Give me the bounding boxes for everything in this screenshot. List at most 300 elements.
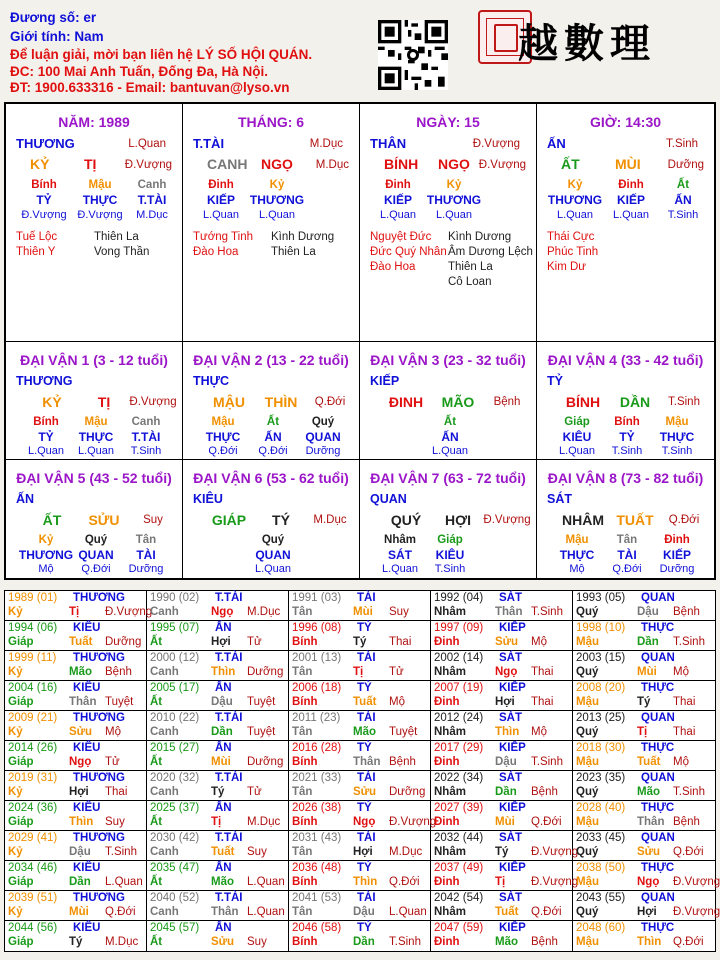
- year-god: QUAN: [641, 652, 675, 664]
- year-label: 2041 (53): [292, 892, 342, 904]
- year-god: TÀI: [357, 652, 376, 664]
- year-stage: Đ.Vượng: [531, 846, 579, 858]
- year-cell: [431, 711, 573, 741]
- dai-van-stem: MẬU: [213, 394, 245, 410]
- star-left: Thiên Y: [16, 246, 56, 258]
- dv-hidden-stem: Quý: [311, 416, 335, 428]
- star-right: Thiên La: [271, 246, 316, 258]
- star-right: Thiên La: [94, 231, 139, 243]
- year-cell: [573, 801, 715, 831]
- year-stem: Mậu: [576, 816, 599, 828]
- year-god: KIẾP: [499, 922, 526, 934]
- year-label: 2026 (38): [292, 802, 342, 814]
- year-label: 2006 (18): [292, 682, 342, 694]
- pillar-cell: [360, 104, 537, 342]
- year-cell: [573, 771, 715, 801]
- year-branch: Tý: [353, 636, 367, 648]
- year-stage: Bệnh: [105, 666, 132, 678]
- dai-van-branch: TỊ: [97, 394, 111, 410]
- year-label: 2019 (31): [8, 772, 58, 784]
- year-stem: Nhâm: [434, 606, 466, 618]
- year-stem: Nhâm: [434, 846, 466, 858]
- year-branch: Thân: [637, 816, 665, 828]
- contact-line-2: ĐC: 100 Mai Anh Tuấn, Đống Đa, Hà Nội.: [10, 63, 269, 79]
- year-label: 2011 (23): [292, 712, 341, 724]
- year-branch: Tị: [637, 726, 648, 738]
- dv-hidden-stage: Dưỡng: [128, 563, 164, 575]
- year-god: THỰC: [641, 922, 675, 934]
- year-stem: Kỷ: [8, 606, 23, 618]
- year-god: QUAN: [641, 592, 675, 604]
- year-stem: Giáp: [8, 756, 34, 768]
- year-god: ẤN: [215, 862, 232, 874]
- dv-hidden-stem: Kỷ: [38, 534, 54, 546]
- year-cell: [5, 741, 147, 771]
- dv-hidden-stem: Tân: [616, 534, 638, 546]
- year-label: 1991 (03): [292, 592, 342, 604]
- dai-van-cell: [183, 460, 360, 578]
- dai-van-branch: TUẤT: [616, 512, 654, 528]
- dv-hidden-god: KIÊU: [562, 430, 592, 444]
- year-branch: Thìn: [637, 936, 662, 948]
- dv-hidden-god: TÀI: [136, 548, 156, 562]
- hidden-stage: L.Quan: [202, 209, 240, 221]
- year-stem: Quý: [576, 906, 599, 918]
- year-stage: Mộ: [673, 666, 689, 678]
- star-left: Tuế Lộc: [16, 231, 58, 243]
- dv-hidden-stage: L.Quan: [27, 445, 65, 457]
- year-label: 2016 (28): [292, 742, 342, 754]
- year-stem: Đinh: [434, 936, 460, 948]
- year-branch: Tuất: [69, 636, 93, 648]
- year-label: 1999 (11): [8, 652, 57, 664]
- year-stem: Canh: [150, 786, 179, 798]
- hidden-god: THƯƠNG: [249, 193, 305, 207]
- year-god: KIÊU: [73, 742, 101, 754]
- year-stem: Ất: [150, 876, 163, 888]
- year-god: KIÊU: [73, 922, 101, 934]
- year-god: THỰC: [641, 682, 675, 694]
- dv-hidden-god: ẤN: [441, 430, 459, 444]
- year-branch: Hợi: [637, 906, 657, 918]
- year-stem: Tân: [292, 906, 313, 918]
- dai-van-stage: Bệnh: [493, 396, 521, 408]
- dai-van-cell: [360, 342, 537, 460]
- year-label: 1990 (02): [150, 592, 200, 604]
- header-info: [10, 10, 370, 97]
- year-god: TÀI: [357, 712, 376, 724]
- year-stage: M.Dục: [105, 936, 139, 948]
- year-label: 2029 (41): [8, 832, 58, 844]
- year-cell: [147, 681, 289, 711]
- year-stem: Đinh: [434, 696, 460, 708]
- year-branch: Ngọ: [353, 816, 376, 828]
- hidden-stem: Đinh: [385, 179, 411, 191]
- dai-van-god: THỰC: [193, 374, 230, 388]
- contact-line-3: ĐT: 1900.633316 - Email: bantuvan@lyso.vn: [10, 80, 290, 95]
- year-label: 1998 (10): [576, 622, 626, 634]
- year-cell: [289, 591, 431, 621]
- dai-van-stage: Đ.Vượng: [129, 396, 177, 408]
- dv-hidden-stage: T.Sinh: [434, 563, 466, 575]
- year-stem: Mậu: [576, 756, 599, 768]
- year-god: QUAN: [641, 892, 675, 904]
- year-cell: [573, 861, 720, 891]
- dv-hidden-stage: L.Quan: [77, 445, 115, 457]
- year-label: 2042 (54): [434, 892, 484, 904]
- year-branch: Tuất: [495, 906, 519, 918]
- year-branch: Tý: [495, 846, 509, 858]
- year-stage: Tử: [247, 636, 262, 648]
- year-cell: [147, 801, 289, 831]
- dv-hidden-god: THƯƠNG: [18, 548, 74, 562]
- year-god: T.TÀI: [215, 772, 243, 784]
- year-stage: Bệnh: [673, 816, 700, 828]
- pillar-branch-stage: Dưỡng: [667, 159, 704, 171]
- year-stage: T.Sinh: [531, 756, 563, 768]
- hidden-stage: L.Quan: [435, 209, 473, 221]
- year-label: 1994 (06): [8, 622, 58, 634]
- year-cell: [573, 711, 715, 741]
- dv-hidden-stage: Q.Đới: [81, 563, 111, 575]
- year-cell: [5, 801, 147, 831]
- year-cell: [5, 831, 147, 861]
- hidden-stem: Canh: [137, 179, 167, 191]
- dv-hidden-stem: Mậu: [84, 416, 108, 428]
- year-god: QUAN: [641, 712, 675, 724]
- dai-van-god: QUAN: [370, 492, 407, 506]
- pillar-branch-stage: M.Dục: [315, 159, 349, 171]
- dai-van-stem: BÍNH: [565, 394, 601, 410]
- year-stem: Tân: [292, 606, 313, 618]
- year-label: 2038 (50): [576, 862, 626, 874]
- year-cell: [431, 651, 573, 681]
- dv-hidden-god: SÁT: [388, 548, 412, 562]
- year-branch: Thìn: [69, 816, 94, 828]
- dai-van-god: SÁT: [547, 492, 572, 506]
- year-cell: [5, 651, 147, 681]
- pillar-branch: NGỌ: [261, 156, 293, 172]
- dv-hidden-stage: L.Quan: [558, 445, 596, 457]
- year-stage: T.Sinh: [105, 846, 137, 858]
- dai-van-branch: MÃO: [441, 394, 475, 410]
- year-branch: Sửu: [637, 846, 661, 858]
- year-stage: Q.Đới: [105, 906, 136, 918]
- year-label: 2018 (30): [576, 742, 626, 754]
- year-stage: Bệnh: [389, 756, 416, 768]
- dv-hidden-god: T.TÀI: [131, 430, 161, 444]
- year-branch: Dậu: [637, 606, 659, 618]
- hidden-god: TỶ: [36, 193, 52, 207]
- year-branch: Dần: [211, 726, 233, 738]
- year-stem: Kỷ: [8, 846, 23, 858]
- year-god: T.TÀI: [215, 892, 243, 904]
- year-stem: Giáp: [8, 696, 34, 708]
- dai-van-branch: DẦN: [619, 394, 651, 410]
- year-branch: Tị: [211, 816, 222, 828]
- gioi-tinh-label: Giới tính:: [10, 28, 71, 44]
- year-god: ẤN: [215, 922, 232, 934]
- year-stem: Canh: [150, 726, 179, 738]
- dv-hidden-stem: Quý: [261, 534, 285, 546]
- year-label: 2035 (47): [150, 862, 200, 874]
- dai-van-stem: NHÂM: [562, 512, 604, 528]
- year-label: 2000 (12): [150, 652, 200, 664]
- year-stage: Q.Đới: [673, 846, 704, 858]
- year-stage: T.Sinh: [389, 936, 421, 948]
- dv-hidden-god: QUAN: [305, 430, 341, 444]
- dai-van-branch: SỬU: [88, 512, 120, 528]
- year-branch: Mão: [637, 786, 660, 798]
- year-branch: Hợi: [353, 846, 373, 858]
- year-stage: Dưỡng: [105, 636, 142, 648]
- star-left: Đào Hoa: [370, 261, 416, 273]
- year-branch: Hợi: [211, 636, 231, 648]
- year-branch: Tị: [353, 666, 364, 678]
- dai-van-stem: GIÁP: [211, 512, 247, 528]
- hidden-god: THƯƠNG: [426, 193, 482, 207]
- pillar-top-stage: M.Dục: [309, 138, 343, 150]
- year-stage: Thai: [673, 726, 696, 738]
- year-stem: Quý: [576, 606, 599, 618]
- year-stem: Tân: [292, 786, 313, 798]
- year-branch: Thân: [353, 756, 381, 768]
- year-stage: Tuyệt: [389, 726, 418, 738]
- year-stage: Thai: [531, 666, 554, 678]
- year-branch: Sửu: [353, 786, 377, 798]
- year-cell: [431, 891, 573, 921]
- year-cell: [289, 741, 431, 771]
- hidden-stage: L.Quan: [258, 209, 296, 221]
- year-label: 2020 (32): [150, 772, 200, 784]
- hidden-god: THỰC: [82, 193, 118, 207]
- star-right: Kình Dương: [448, 231, 512, 243]
- year-label: 2039 (51): [8, 892, 58, 904]
- year-god: SÁT: [499, 712, 522, 724]
- year-stage: L.Quan: [247, 906, 285, 918]
- year-cell: [431, 801, 573, 831]
- year-cell: [5, 681, 147, 711]
- year-label: 2017 (29): [434, 742, 484, 754]
- dv-hidden-god: ẤN: [264, 430, 282, 444]
- year-cell: [573, 651, 715, 681]
- contact-line-1: Để luận giải, mời bạn liên hệ LÝ SỐ HỘI QUÁN.: [10, 47, 313, 62]
- year-cell: [147, 861, 289, 891]
- pillar-top-god: ẤN: [547, 136, 566, 151]
- year-branch: Mão: [495, 936, 518, 948]
- year-label: 2033 (45): [576, 832, 626, 844]
- dv-hidden-stage: T.Sinh: [661, 445, 693, 457]
- pillar-cell: [183, 104, 360, 342]
- year-cell: [147, 771, 289, 801]
- dv-hidden-god: KIÊU: [435, 548, 465, 562]
- year-god: SÁT: [499, 772, 522, 784]
- dv-hidden-god: THỰC: [659, 430, 695, 444]
- year-god: TỶ: [357, 922, 372, 934]
- hidden-stem: Đinh: [618, 179, 644, 191]
- year-cell: [5, 891, 147, 921]
- year-branch: Mùi: [637, 666, 657, 678]
- year-branch: Thân: [211, 906, 239, 918]
- year-stem: Nhâm: [434, 906, 466, 918]
- dv-hidden-stage: L.Quan: [381, 563, 419, 575]
- year-god: THỰC: [641, 622, 675, 634]
- year-god: KIẾP: [499, 742, 526, 754]
- year-stage: Q.Đới: [531, 906, 562, 918]
- year-stem: Tân: [292, 726, 313, 738]
- hidden-god: ẤN: [674, 193, 692, 207]
- dai-van-god: KIẾP: [370, 374, 400, 388]
- year-god: TÀI: [357, 772, 376, 784]
- year-label: 2025 (37): [150, 802, 200, 814]
- qr-code-icon: [378, 20, 448, 90]
- dai-van-title: ĐẠI VẬN 2 (13 - 22 tuổi): [193, 352, 349, 368]
- year-stem: Quý: [576, 666, 599, 678]
- hidden-stem: Kỷ: [269, 179, 285, 191]
- year-god: TỶ: [357, 742, 372, 754]
- dv-hidden-stage: Dưỡng: [305, 445, 341, 457]
- dv-hidden-god: QUAN: [78, 548, 114, 562]
- year-cell: [147, 891, 289, 921]
- year-god: TỶ: [357, 862, 372, 874]
- dai-van-title: ĐẠI VẬN 3 (23 - 32 tuổi): [370, 352, 526, 368]
- star-left: Phúc Tinh: [547, 246, 599, 258]
- year-god: TÀI: [357, 592, 376, 604]
- dai-van-stage: Đ.Vượng: [483, 514, 531, 526]
- year-stem: Mậu: [576, 696, 599, 708]
- year-god: THƯƠNG: [73, 592, 125, 604]
- year-label: 2004 (16): [8, 682, 58, 694]
- pillar-branch: NGỌ: [438, 156, 470, 172]
- dai-van-god: ẤN: [16, 492, 35, 506]
- year-stage: Tử: [389, 666, 404, 678]
- dv-hidden-stage: Mộ: [38, 563, 54, 575]
- year-god: T.TÀI: [215, 592, 243, 604]
- dai-van-cell: [6, 460, 183, 578]
- hidden-stem: Ất: [676, 179, 690, 191]
- year-cell: [573, 681, 715, 711]
- year-god: SÁT: [499, 832, 522, 844]
- year-label: 2028 (40): [576, 802, 626, 814]
- hidden-stage: L.Quan: [556, 209, 594, 221]
- year-stem: Quý: [576, 786, 599, 798]
- dv-hidden-god: THỰC: [559, 548, 595, 562]
- dv-hidden-stem: Đinh: [664, 534, 690, 546]
- year-stage: Mộ: [389, 696, 405, 708]
- year-stage: Suy: [105, 816, 125, 828]
- star-right: Thiên La: [448, 261, 493, 273]
- hidden-stage: Đ.Vượng: [21, 209, 67, 221]
- pillar-top-god: THÂN: [370, 136, 407, 151]
- year-branch: Tuất: [353, 696, 377, 708]
- dv-hidden-god: THỰC: [205, 430, 241, 444]
- year-label: 1997 (09): [434, 622, 484, 634]
- year-cell: [5, 621, 147, 651]
- dai-van-title: ĐẠI VẬN 4 (33 - 42 tuổi): [547, 352, 704, 368]
- year-label: 2003 (15): [576, 652, 626, 664]
- star-right: Cô Loan: [448, 276, 492, 288]
- dv-hidden-stem: Mậu: [211, 416, 235, 428]
- year-label: 2023 (35): [576, 772, 626, 784]
- year-god: THƯƠNG: [73, 832, 125, 844]
- year-label: 2047 (59): [434, 922, 484, 934]
- year-label: 1992 (04): [434, 592, 484, 604]
- year-label: 1989 (01): [8, 592, 58, 604]
- dv-hidden-stage: T.Sinh: [611, 445, 643, 457]
- dai-van-cell: [537, 460, 714, 578]
- year-label: 2012 (24): [434, 712, 484, 724]
- year-branch: Tuất: [637, 756, 661, 768]
- year-cell: [5, 771, 147, 801]
- year-stage: T.Sinh: [673, 786, 705, 798]
- dv-hidden-stem: Nhâm: [384, 534, 416, 546]
- year-stem: Kỷ: [8, 666, 23, 678]
- hidden-god: THƯƠNG: [547, 193, 603, 207]
- year-cell: [147, 741, 289, 771]
- dai-van-cell: [360, 460, 537, 578]
- year-stage: Mộ: [531, 636, 547, 648]
- bazi-chart: [4, 102, 716, 580]
- year-branch: Ngọ: [211, 606, 234, 618]
- dai-van-title: ĐẠI VẬN 8 (73 - 82 tuổi): [547, 470, 704, 486]
- year-cell: [431, 621, 573, 651]
- year-label: 2034 (46): [8, 862, 58, 874]
- year-stem: Bính: [292, 636, 318, 648]
- hidden-stem: Đinh: [208, 179, 234, 191]
- year-label: 2037 (49): [434, 862, 484, 874]
- year-branch: Tý: [637, 696, 651, 708]
- year-stem: Ất: [150, 756, 163, 768]
- year-label: 1996 (08): [292, 622, 342, 634]
- pillar-stem: CANH: [207, 156, 248, 172]
- hidden-god: T.TÀI: [137, 193, 167, 207]
- year-cell: [289, 621, 431, 651]
- year-stage: Q.Đới: [673, 936, 704, 948]
- year-stem: Ất: [150, 816, 163, 828]
- dv-hidden-god: TỶ: [38, 430, 54, 444]
- year-stage: Q.Đới: [389, 876, 420, 888]
- year-branch: Tị: [495, 876, 506, 888]
- year-cell: [5, 591, 153, 621]
- logo: [478, 10, 714, 66]
- year-branch: Ngọ: [495, 666, 518, 678]
- year-cell: [431, 771, 573, 801]
- dv-hidden-stem: Ất: [266, 416, 280, 428]
- year-stem: Quý: [576, 726, 599, 738]
- star-left: Thái Cực: [547, 231, 595, 243]
- year-label: 2015 (27): [150, 742, 200, 754]
- dv-hidden-stem: Quý: [84, 534, 108, 546]
- year-stem: Đinh: [434, 636, 460, 648]
- year-label: 2021 (33): [292, 772, 342, 784]
- dv-hidden-stage: Mộ: [569, 563, 585, 575]
- year-label: 2010 (22): [150, 712, 200, 724]
- dai-van-title: ĐẠI VẬN 6 (53 - 62 tuổi): [193, 470, 349, 486]
- dai-van-title: ĐẠI VẬN 5 (43 - 52 tuổi): [16, 470, 172, 486]
- dv-hidden-stage: Q.Đới: [208, 445, 238, 457]
- dai-van-branch: HỢI: [445, 512, 471, 528]
- year-stem: Ất: [150, 936, 163, 948]
- year-label: 2024 (36): [8, 802, 58, 814]
- year-stage: Tử: [247, 786, 262, 798]
- year-stage: Suy: [247, 936, 267, 948]
- year-branch: Thìn: [211, 666, 236, 678]
- hidden-stage: M.Dục: [136, 209, 168, 221]
- dai-van-stage: M.Dục: [313, 514, 347, 526]
- dv-hidden-stem: Tân: [135, 534, 157, 546]
- year-stem: Tân: [292, 846, 313, 858]
- dai-van-stem: ĐINH: [388, 394, 424, 410]
